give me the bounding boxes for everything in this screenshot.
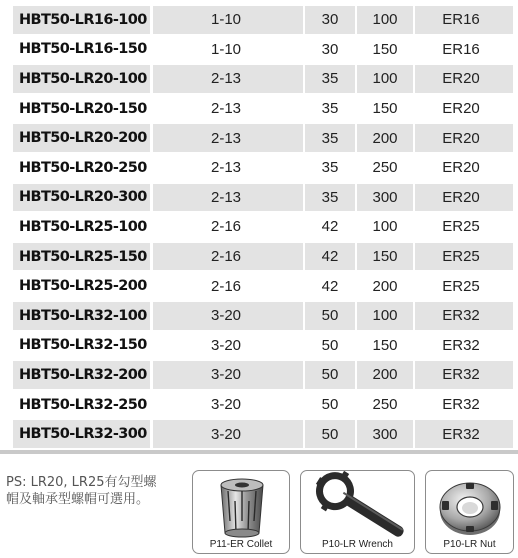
cell-diameter: 42: [305, 213, 355, 241]
cell-collet: ER25: [415, 213, 513, 241]
cell-model: HBT50-LR32-150: [13, 332, 150, 360]
nut-icon: [426, 471, 514, 541]
cell-length: 200: [357, 361, 413, 389]
cell-diameter: 35: [305, 65, 355, 93]
table-row: [0, 301, 518, 331]
cell-collet: ER32: [415, 302, 513, 330]
cell-collet: ER32: [415, 420, 513, 448]
cell-length: 150: [357, 332, 413, 360]
collet-icon: [193, 471, 290, 541]
cell-diameter: 50: [305, 302, 355, 330]
cell-model: HBT50-LR32-100: [13, 302, 150, 330]
table-row: [0, 331, 518, 361]
cell-model: HBT50-LR16-150: [13, 36, 150, 64]
table-row: [0, 242, 518, 272]
table-row: [0, 183, 518, 213]
table-row: [0, 5, 518, 35]
accessory-label-wrench: P10-LR Wrench: [322, 539, 393, 550]
cell-collet: ER32: [415, 332, 513, 360]
cell-model: HBT50-LR32-200: [13, 361, 150, 389]
cell-length: 100: [357, 302, 413, 330]
cell-clamping-range: 3-20: [153, 361, 303, 389]
wrench-icon: [301, 471, 415, 541]
cell-collet: ER25: [415, 272, 513, 300]
cell-clamping-range: 1-10: [153, 36, 303, 64]
table-row: [0, 360, 518, 390]
cell-length: 250: [357, 391, 413, 419]
cell-collet: ER20: [415, 154, 513, 182]
cell-diameter: 30: [305, 6, 355, 34]
cell-clamping-range: 2-16: [153, 272, 303, 300]
cell-collet: ER20: [415, 184, 513, 212]
cell-model: HBT50-LR32-250: [13, 391, 150, 419]
spec-table: [0, 5, 518, 449]
cell-clamping-range: 2-13: [153, 154, 303, 182]
cell-clamping-range: 2-16: [153, 213, 303, 241]
cell-model: HBT50-LR20-150: [13, 95, 150, 123]
table-row: [0, 94, 518, 124]
cell-model: HBT50-LR25-150: [13, 243, 150, 271]
cell-clamping-range: 2-13: [153, 65, 303, 93]
cell-collet: ER32: [415, 391, 513, 419]
table-row: [0, 123, 518, 153]
cell-length: 100: [357, 6, 413, 34]
cell-model: HBT50-LR20-300: [13, 184, 150, 212]
ps-note-line-2: 帽及軸承型螺帽可選用。: [6, 492, 150, 507]
cell-collet: ER16: [415, 6, 513, 34]
cell-length: 150: [357, 36, 413, 64]
cell-diameter: 42: [305, 272, 355, 300]
cell-model: HBT50-LR20-100: [13, 65, 150, 93]
cell-length: 100: [357, 213, 413, 241]
table-row: [0, 64, 518, 94]
table-row: [0, 271, 518, 301]
cell-length: 250: [357, 154, 413, 182]
accessory-card-nut[interactable]: [425, 470, 514, 554]
cell-clamping-range: 2-16: [153, 243, 303, 271]
cell-model: HBT50-LR32-300: [13, 420, 150, 448]
accessory-label-collet: P11-ER Collet: [209, 539, 273, 550]
cell-collet: ER16: [415, 36, 513, 64]
cell-diameter: 50: [305, 332, 355, 360]
cell-collet: ER32: [415, 361, 513, 389]
ps-note-line-1: PS: LR20, LR25有勾型螺: [6, 475, 157, 490]
cell-diameter: 35: [305, 95, 355, 123]
accessory-card-collet[interactable]: [192, 470, 290, 554]
cell-diameter: 35: [305, 184, 355, 212]
cell-model: HBT50-LR25-100: [13, 213, 150, 241]
cell-collet: ER20: [415, 95, 513, 123]
cell-collet: ER25: [415, 243, 513, 271]
cell-length: 300: [357, 184, 413, 212]
cell-length: 200: [357, 124, 413, 152]
cell-model: HBT50-LR20-200: [13, 124, 150, 152]
cell-clamping-range: 2-13: [153, 95, 303, 123]
cell-clamping-range: 3-20: [153, 420, 303, 448]
cell-length: 150: [357, 95, 413, 123]
cell-length: 150: [357, 243, 413, 271]
cell-diameter: 30: [305, 36, 355, 64]
cell-diameter: 35: [305, 124, 355, 152]
cell-diameter: 50: [305, 361, 355, 389]
cell-length: 100: [357, 65, 413, 93]
cell-diameter: 50: [305, 420, 355, 448]
cell-diameter: 50: [305, 391, 355, 419]
accessory-card-wrench[interactable]: [300, 470, 415, 554]
cell-clamping-range: 3-20: [153, 332, 303, 360]
table-row: [0, 390, 518, 420]
cell-model: HBT50-LR16-100: [13, 6, 150, 34]
cell-collet: ER20: [415, 124, 513, 152]
cell-clamping-range: 1-10: [153, 6, 303, 34]
cell-length: 300: [357, 420, 413, 448]
table-bottom-rule: [0, 450, 518, 454]
accessory-label-nut: P10-LR Nut: [443, 539, 496, 550]
cell-diameter: 42: [305, 243, 355, 271]
cell-collet: ER20: [415, 65, 513, 93]
table-row: [0, 212, 518, 242]
cell-length: 200: [357, 272, 413, 300]
cell-clamping-range: 3-20: [153, 391, 303, 419]
cell-model: HBT50-LR20-250: [13, 154, 150, 182]
table-row: [0, 35, 518, 65]
cell-diameter: 35: [305, 154, 355, 182]
cell-clamping-range: 3-20: [153, 302, 303, 330]
table-row: [0, 419, 518, 449]
cell-clamping-range: 2-13: [153, 124, 303, 152]
cell-clamping-range: 2-13: [153, 184, 303, 212]
table-row: [0, 153, 518, 183]
cell-model: HBT50-LR25-200: [13, 272, 150, 300]
ps-note: [6, 474, 186, 508]
